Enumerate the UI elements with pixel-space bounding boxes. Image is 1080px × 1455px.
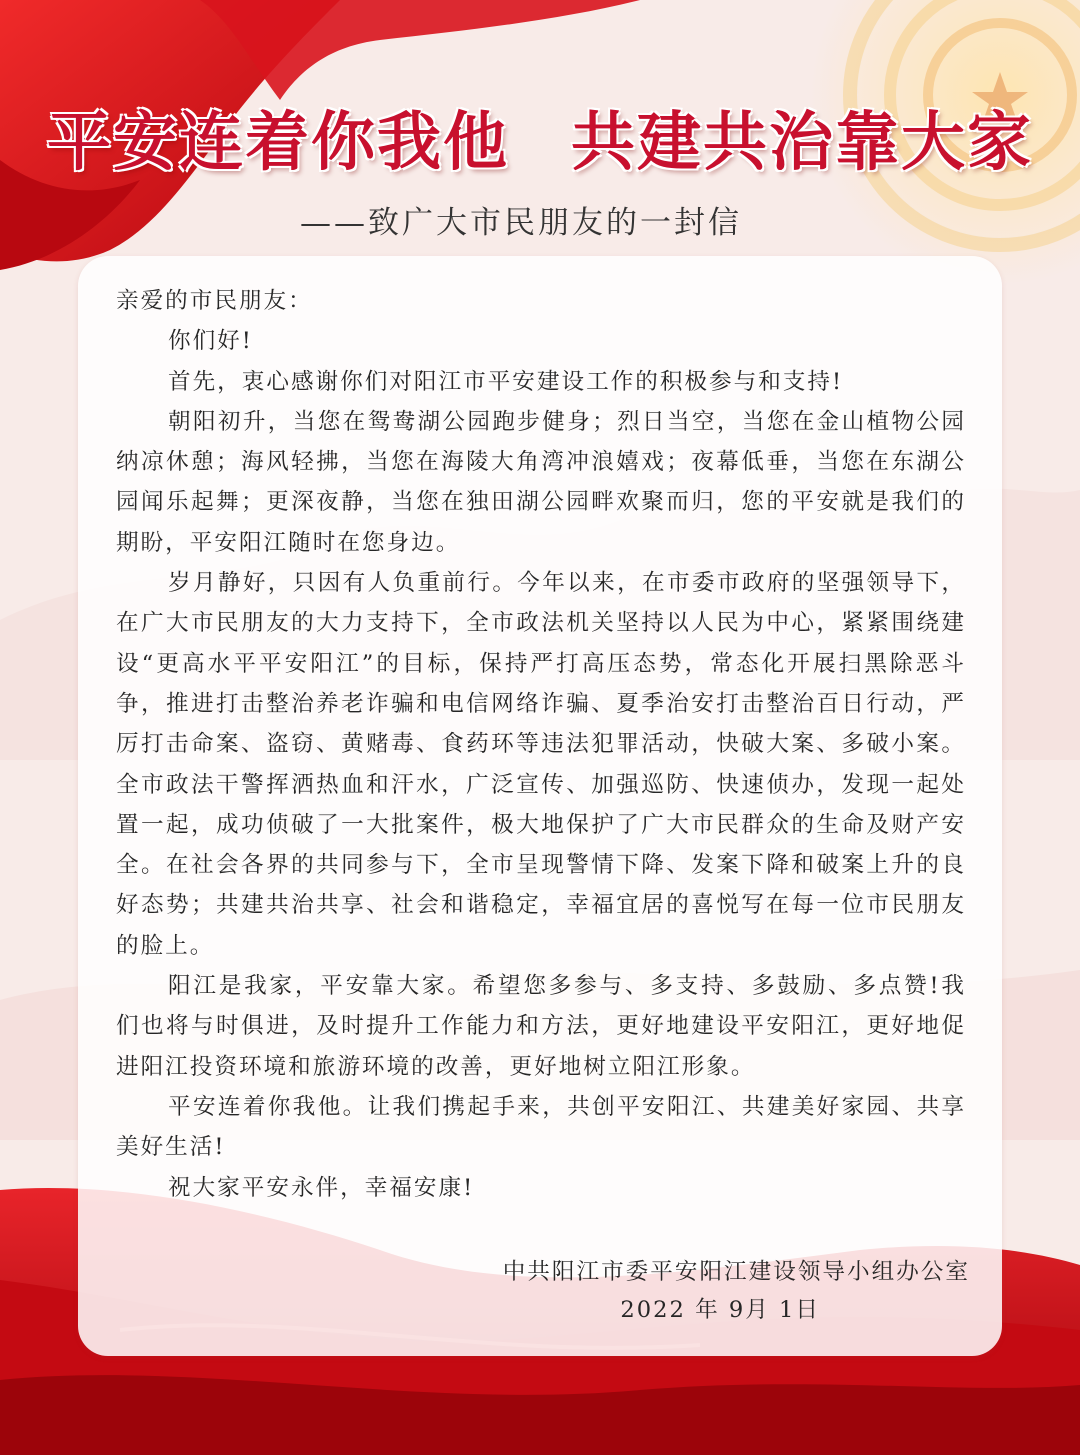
paragraph-thanks: 首先，衷心感谢你们对阳江市平安建设工作的积极参与和支持! bbox=[168, 368, 844, 395]
paragraph-call-to-action: 阳江是我家，平安靠大家。希望您多参与、多支持、多鼓励、多点赞!我们也将与时俱进，及时提升工作能力和方法，更好地建设平安阳江，更好地促进阳江投资环境和旅游环境的改善，更好地树立阳江形象。 bbox=[116, 973, 966, 1080]
signature-date: 2022 年 9月 1日 bbox=[620, 1297, 820, 1323]
paragraph-achievements: 岁月静好，只因有人负重前行。今年以来，在市委市政府的坚强领导下，在广大市民朋友的大力支持下，全市政法机关坚持以人民为中心，紧紧围绕建设“更高水平平安阳江”的目标，保持严打高压态势，常态化开展扫黑除恶斗争，推进打击整治养老诈骗和电信网络诈骗、夏季治安打击整治百日行动，严厉打击命案、盗窃、黄赌毒、食药环等违法犯罪活动，快破大案、多破小案。全市政法干警挥洒热血和汗水，广泛宣传、加强巡防、快速侦办，发现一起处置一起，成功侦破了一大批案件，极大地保护了广大市民群众的生命及财产安全。在社会各界的共同参与下，全市呈现警情下降、发案下降和破案上升的良好态势；共建共治共享、社会和谐稳定，幸福宜居的喜悦写在每一位市民朋友的脸上。 bbox=[116, 570, 966, 959]
subtitle: ——致广大市民朋友的一封信 bbox=[300, 205, 742, 241]
main-title bbox=[0, 98, 1080, 188]
title-part-2: 共建共治靠大家 bbox=[571, 106, 1033, 180]
letter-body bbox=[116, 281, 966, 1208]
title-part-1: 平安连着你我他 bbox=[47, 106, 509, 180]
paragraph-scenery: 朝阳初升，当您在鸳鸯湖公园跑步健身；烈日当空，当您在金山植物公园纳凉休憩；海风轻拂，当您在海陵大角湾冲浪嬉戏；夜幕低垂，当您在东湖公园闻乐起舞；更深夜静，当您在独田湖公园畔欢聚而归，您的平安就是我们的期盼，平安阳江随时在您身边。 bbox=[116, 408, 966, 556]
paragraph-greeting: 你们好! bbox=[168, 328, 253, 355]
paragraph-closing: 祝大家平安永伴，幸福安康! bbox=[168, 1174, 475, 1201]
paragraph-together: 平安连着你我他。让我们携起手来，共创平安阳江、共建美好家园、共享美好生活! bbox=[116, 1093, 966, 1161]
salutation: 亲爱的市民朋友： bbox=[116, 288, 313, 314]
signature-organization: 中共阳江市委平安阳江建设领导小组办公室 bbox=[502, 1259, 970, 1285]
